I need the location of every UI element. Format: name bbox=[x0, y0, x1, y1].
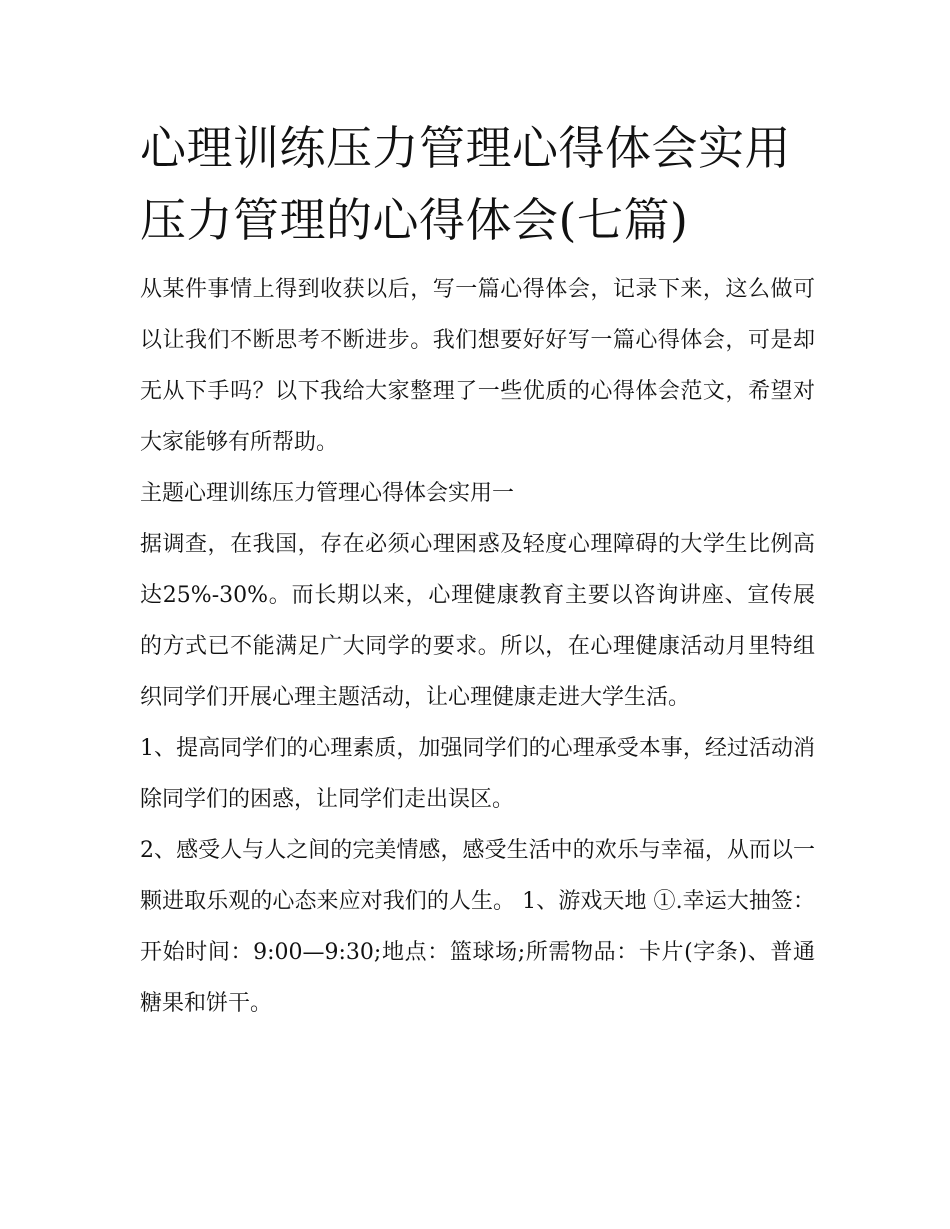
document-page bbox=[140, 112, 815, 1029]
section-heading: 主题心理训练压力管理心得体会实用一 bbox=[140, 481, 515, 506]
goal-paragraph-1: 1、提高同学们的心理素质，加强同学们的心理承受本事，经过活动消除同学们的困惑，让同学们走出误区。 bbox=[140, 736, 815, 812]
document-title: 心理训练压力管理心得体会实用 压力管理的心得体会(七篇) bbox=[140, 121, 791, 247]
intro-paragraph: 从某件事情上得到收获以后，写一篇心得体会，记录下来，这么做可以让我们不断思考不断进步。我们想要好好写一篇心得体会，可是却无从下手吗？以下我给大家整理了一些优质的心得体会范文，希望对大家能够有所帮助。 bbox=[140, 277, 815, 455]
goal-paragraph-2: 2、感受人与人之间的完美情感，感受生活中的欢乐与幸福，从而以一颗进取乐观的心态来应对我们的人生。 1、游戏天地 ①.幸运大抽签：开始时间：9:00—9:30;地点：篮球场;所需物品：卡片(字条)、普通糖果和饼干。 bbox=[140, 838, 815, 1016]
survey-paragraph: 据调查，在我国，存在必须心理困惑及轻度心理障碍的大学生比例高达25%-30%。而长期以来，心理健康教育主要以咨询讲座、宣传展的方式已不能满足广大同学的要求。所以，在心理健康活动月里特组织同学们开展心理主题活动，让心理健康走进大学生活。 bbox=[140, 532, 815, 710]
